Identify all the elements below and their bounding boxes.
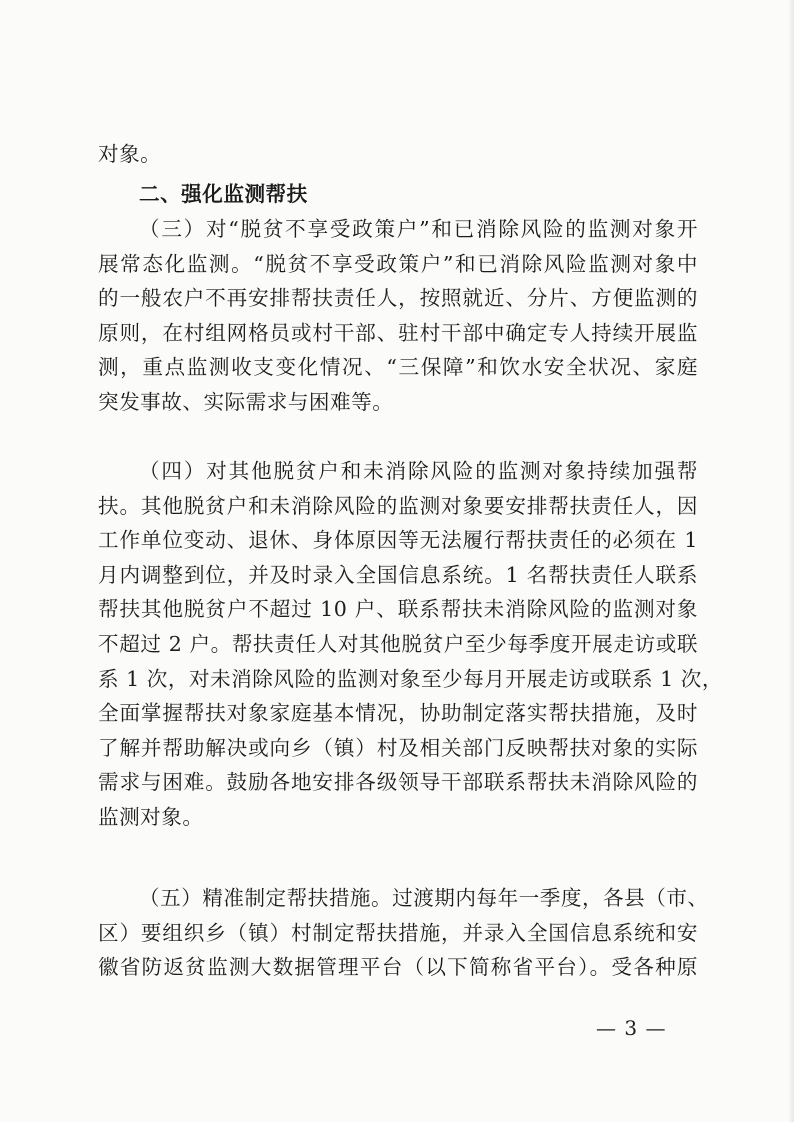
text-line: 对象。 [98,142,162,166]
text-line: （四）对其他脱贫户和未消除风险的监测对象持续加强帮 [139,459,698,483]
text-line: （五）精准制定帮扶措施。过渡期内每年一季度，各县（市、 [139,886,709,910]
paragraph-4 [98,454,723,835]
text-line: 测，重点监测收支变化情况、“三保障”和饮水安全状况、家庭 [98,355,698,380]
text-line: 系 1 次，对未消除风险的监测对象至少每月开展走访或联系 1 次， [98,666,723,691]
text-line: 不超过 2 户。帮扶责任人对其他脱贫户至少每季度开展走访或联 [98,631,698,656]
text-line: 原则，在村组网格员或村干部、驻村干部中确定专人持续开展监 [98,320,698,345]
text-line: 扶。其他脱贫户和未消除风险的监测对象要安排帮扶责任人，因 [98,493,698,518]
page-number: — 3 — [596,1016,667,1040]
scan-edge-shadow [788,0,794,1122]
text-line: 帮扶其他脱贫户不超过 10 户、联系帮扶未消除风险的监测对象 [98,597,698,622]
text-line: 工作单位变动、退休、身体原因等无法履行帮扶责任的必须在 1 [98,528,698,553]
text-line: 展常态化监测。“脱贫不享受政策户”和已消除风险监测对象中 [98,251,698,276]
continued-text-fragment [98,137,698,172]
text-line: （三）对“脱贫不享受政策户”和已消除风险的监测对象开 [139,217,698,241]
text-line: 需求与困难。鼓励各地安排各级领导干部联系帮扶未消除风险的 [98,770,698,795]
paragraph-5 [98,881,709,985]
text-line: 了解并帮助解决或向乡（镇）村及相关部门反映帮扶对象的实际 [98,735,698,760]
text-line: 全面掌握帮扶对象家庭基本情况，协助制定落实帮扶措施，及时 [98,701,698,726]
text-line: 区）要组织乡（镇）村制定帮扶措施，并录入全国信息系统和安 [98,920,698,945]
text-line: 的一般农户不再安排帮扶责任人，按照就近、分片、方便监测的 [98,286,698,311]
section-heading: 二、强化监测帮扶 [139,182,308,206]
text-line: 突发事故、实际需求与困难等。 [98,389,394,414]
paragraph-3 [98,212,698,420]
text-line: 徽省防返贫监测大数据管理平台（以下简称省平台）。受各种原 [98,955,698,980]
text-line: 月内调整到位，并及时录入全国信息系统。1 名帮扶责任人联系 [98,562,698,587]
text-line: 监测对象。 [98,804,204,829]
